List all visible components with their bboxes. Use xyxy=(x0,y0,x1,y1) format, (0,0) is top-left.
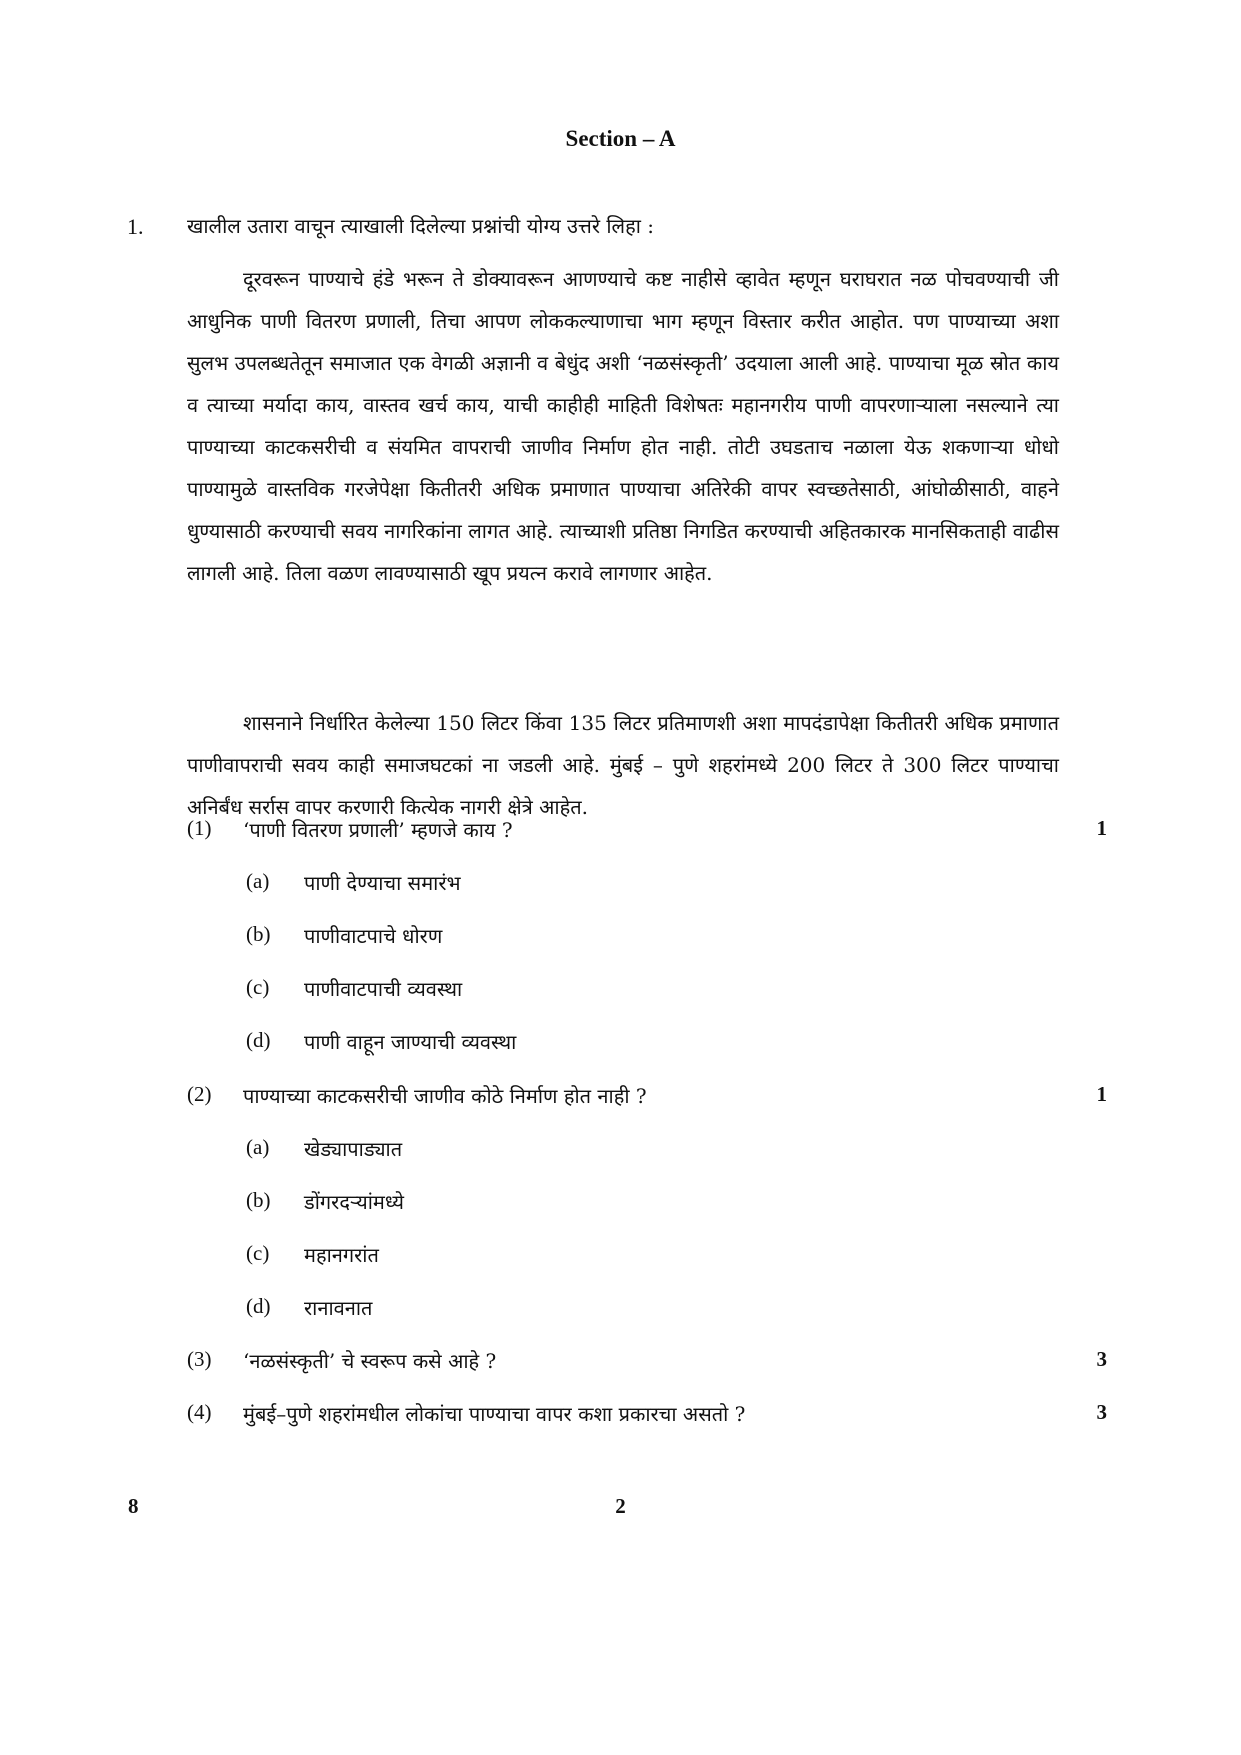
option-letter: (b) xyxy=(246,1188,271,1212)
paper-code: 8 xyxy=(128,1494,139,1518)
option-text: खेड्यापाड्यात xyxy=(304,1137,403,1161)
question-number: 1. xyxy=(127,214,144,239)
option-text: पाणीवाटपाची व्यवस्था xyxy=(304,977,463,1001)
marks-label: 3 xyxy=(1096,1347,1107,1371)
subquestion-text: ‘पाणी वितरण प्रणाली’ म्हणजे काय ? xyxy=(243,818,513,842)
option-letter: (d) xyxy=(246,1294,271,1318)
subquestion-number: (1) xyxy=(187,816,212,840)
marks-label: 1 xyxy=(1096,1082,1107,1106)
subquestion-text: ‘नळसंस्कृती’ चे स्वरूप कसे आहे ? xyxy=(243,1349,497,1373)
option-letter: (a) xyxy=(246,869,270,893)
marks-label: 1 xyxy=(1096,816,1107,840)
option-letter: (c) xyxy=(246,975,270,999)
subquestion-text: मुंबई–पुणे शहरांमधील लोकांचा पाण्याचा वापर कशा प्रकारचा असतो ? xyxy=(243,1402,746,1426)
section-title: Section – A xyxy=(565,126,676,151)
passage-paragraph-2: शासनाने निर्धारित केलेल्या 150 लिटर किंवा 135 लिटर प्रतिमाणशी अशा मापदंडापेक्षा कितीतरी अधिक प्रमाणात पाणीवापराची सवय काही समाजघटकां ना जडली आहे. मुंबई – पुणे शहरांमध्ये 200 लिटर ते 300 लिटर पाण्याचा अनिर्बंध सर्रास वापर करणारी कित्येक नागरी क्षेत्रे आहेत. xyxy=(187,711,1059,819)
option-letter: (c) xyxy=(246,1241,270,1265)
passage-paragraph-1: दूरवरून पाण्याचे हंडे भरून ते डोक्यावरून आणण्याचे कष्ट नाहीसे व्हावेत म्हणून घराघरात नळ पोचवण्याची जी आधुनिक पाणी वितरण प्रणाली, तिचा आपण लोककल्याणाचा भाग म्हणून विस्तार करीत आहोत. पण पाण्याच्या अशा सुलभ उपलब्धतेतून समाजात एक वेगळी अज्ञानी व बेधुंद अशी ‘नळसंस्कृती’ उदयाला आली आहे. पाण्याचा मूळ स्रोत काय व त्याच्या मर्यादा काय, वास्तव खर्च काय, याची काहीही माहिती विशेषतः महानगरीय पाणी वापरणाऱ्याला नसल्याने त्या पाण्याच्या काटकसरीची व संयमित वापराची जाणीव निर्माण होत नाही. तोटी उघडताच नळाला येऊ शकणाऱ्या धोधो पाण्यामुळे वास्तविक गरजेपेक्षा कितीतरी अधिक प्रमाणात पाण्याचा अतिरेकी वापर स्वच्छतेसाठी, आंघोळीसाठी, वाहने धुण्यासाठी करण्याची सवय नागरिकांना लागत आहे. त्याच्याशी प्रतिष्ठा निगडित करण्याची अहितकारक मानसिकताही वाढीस लागली आहे. तिला वळण लावण्यासाठी खूप प्रयत्न करावे लागणार आहेत. xyxy=(187,267,1059,585)
option-text: रानावनात xyxy=(304,1296,373,1320)
subquestion-number: (3) xyxy=(187,1347,212,1371)
option-letter: (b) xyxy=(246,922,271,946)
option-text: डोंगरदऱ्यांमध्ये xyxy=(304,1190,404,1214)
marks-label: 3 xyxy=(1096,1400,1107,1424)
option-text: पाणी देण्याचा समारंभ xyxy=(304,871,461,895)
option-letter: (d) xyxy=(246,1028,271,1052)
option-letter: (a) xyxy=(246,1135,270,1159)
subquestion-number: (2) xyxy=(187,1082,212,1106)
subquestion-number: (4) xyxy=(187,1400,212,1424)
option-text: महानगरांत xyxy=(304,1243,379,1267)
option-text: पाणी वाहून जाण्याची व्यवस्था xyxy=(304,1030,517,1054)
option-text: पाणीवाटपाचे धोरण xyxy=(304,924,443,948)
question-instruction: खालील उतारा वाचून त्याखाली दिलेल्या प्रश्नांची योग्य उत्तरे लिहा : xyxy=(187,214,655,238)
subquestion-text: पाण्याच्या काटकसरीची जाणीव कोठे निर्माण होत नाही ? xyxy=(243,1084,647,1108)
page-number: 2 xyxy=(615,1494,626,1518)
